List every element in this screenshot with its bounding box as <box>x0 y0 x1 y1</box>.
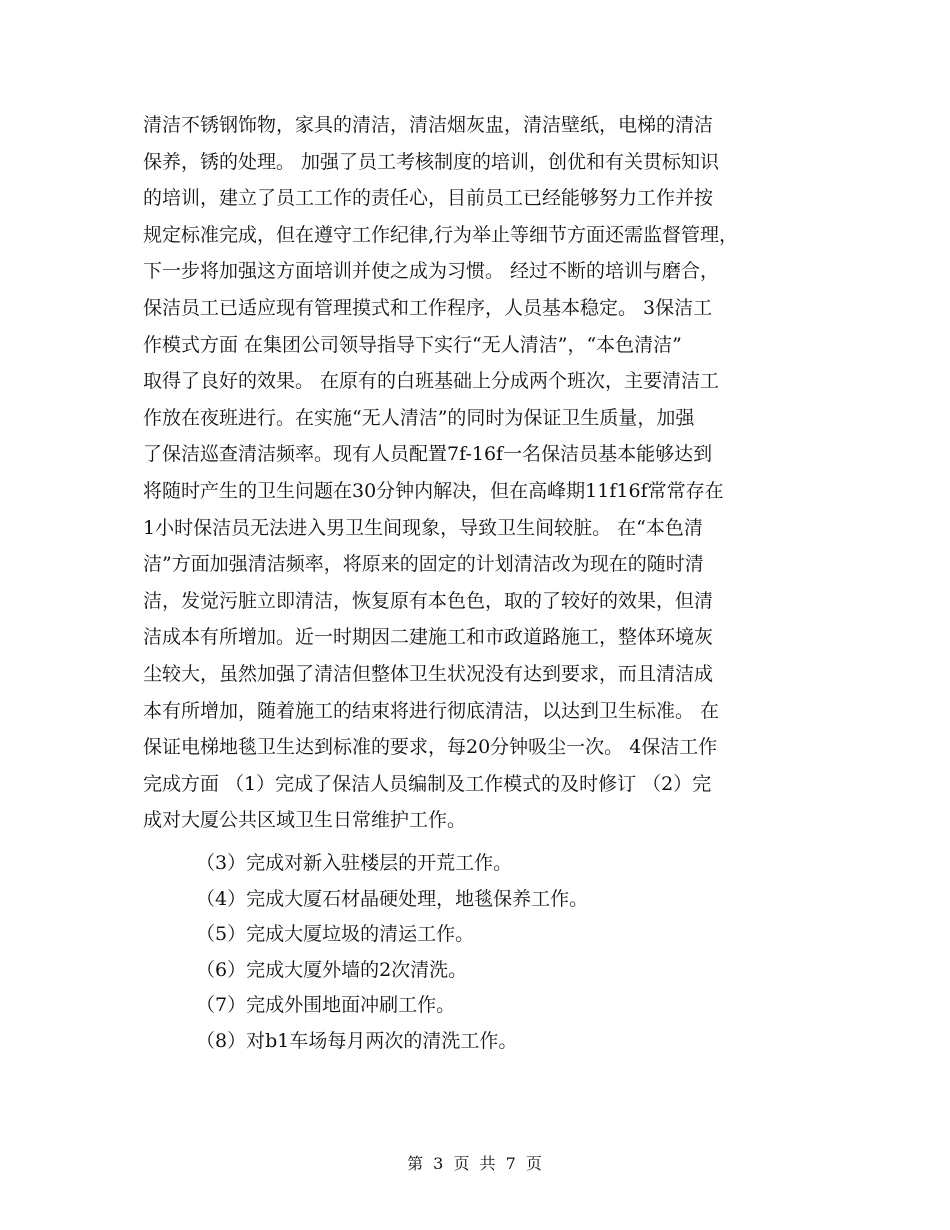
text-line: 将随时产生的卫生问题在30分钟内解决，但在高峰期11f16f常常存在 <box>143 479 724 502</box>
text-line: 的培训，建立了员工工作的责任心，目前员工已经能够努力工作并按 <box>143 187 714 210</box>
text-line: 作模式方面 在集团公司领导指导下实行“无人清洁”，“本色清洁” <box>143 333 682 356</box>
text-line: 了保洁巡查清洁频率。现有人员配置7f-16f一名保洁员基本能够达到 <box>143 443 713 466</box>
text-line: 完成方面 （1）完成了保洁人员编制及工作模式的及时修订 （2）完 <box>143 772 712 795</box>
text-line: 取得了良好的效果。 在原有的白班基础上分成两个班次，主要清洁工 <box>143 370 720 393</box>
list-item: （6）完成大厦外墙的2次清洗。 <box>196 958 468 981</box>
text-line: 保洁员工已适应现有管理摸式和工作程序，人员基本稳定。 3保洁工 <box>143 296 713 319</box>
list-item: （5）完成大厦垃圾的清运工作。 <box>196 923 475 945</box>
completed-work-list <box>196 846 816 1059</box>
text-line: 保养，锈的处理。 加强了员工考核制度的培训，创优和有关贯标知识 <box>143 150 720 173</box>
text-line: 保证电梯地毯卫生达到标准的要求，每20分钟吸尘一次。 4保洁工作 <box>143 736 718 759</box>
body-paragraph <box>143 107 813 839</box>
list-item: （4）完成大厦石材晶硬处理，地毯保养工作。 <box>196 887 589 910</box>
text-line: 尘较大，虽然加强了清洁但整体卫生状况没有达到要求，而且清洁成 <box>143 662 714 685</box>
text-line: 清洁不锈钢饰物，家具的清洁，清洁烟灰盅，清洁壁纸，电梯的清洁 <box>143 114 714 136</box>
text-line: 成对大厦公共区域卫生日常维护工作。 <box>143 809 467 832</box>
text-line: 本有所增加，随着施工的结束将进行彻底清洁，以达到卫生标准。 在 <box>143 699 720 722</box>
page-number-footer: 第 3 页 共 7 页 <box>407 1154 543 1173</box>
text-line: 洁成本有所增加。近一时期因二建施工和市政道路施工，整体环境灰 <box>143 626 714 649</box>
text-line: 洁”方面加强清洁频率，将原来的固定的计划清洁改为现在的随时清 <box>143 553 704 576</box>
text-line: 1小时保洁员无法进入男卫生间现象，导致卫生间较脏。 在“本色清 <box>143 516 703 539</box>
text-line: 规定标准完成，但在遵守工作纪律,行为举止等细节方面还需监督管理， <box>143 223 739 246</box>
text-line: 作放在夜班进行。在实施“无人清洁”的同时为保证卫生质量，加强 <box>143 406 695 429</box>
text-line: 下一步将加强这方面培训并使之成为习惯。 经过不断的培训与磨合， <box>143 260 720 283</box>
list-item: （8）对b1车场每月两次的清洗工作。 <box>196 1029 518 1052</box>
list-item: （3）完成对新入驻楼层的开荒工作。 <box>196 852 513 874</box>
list-item: （7）完成外围地面冲刷工作。 <box>196 994 456 1016</box>
text-line: 洁，发觉污脏立即清洁，恢复原有本色色，取的了较好的效果，但清 <box>143 589 714 612</box>
